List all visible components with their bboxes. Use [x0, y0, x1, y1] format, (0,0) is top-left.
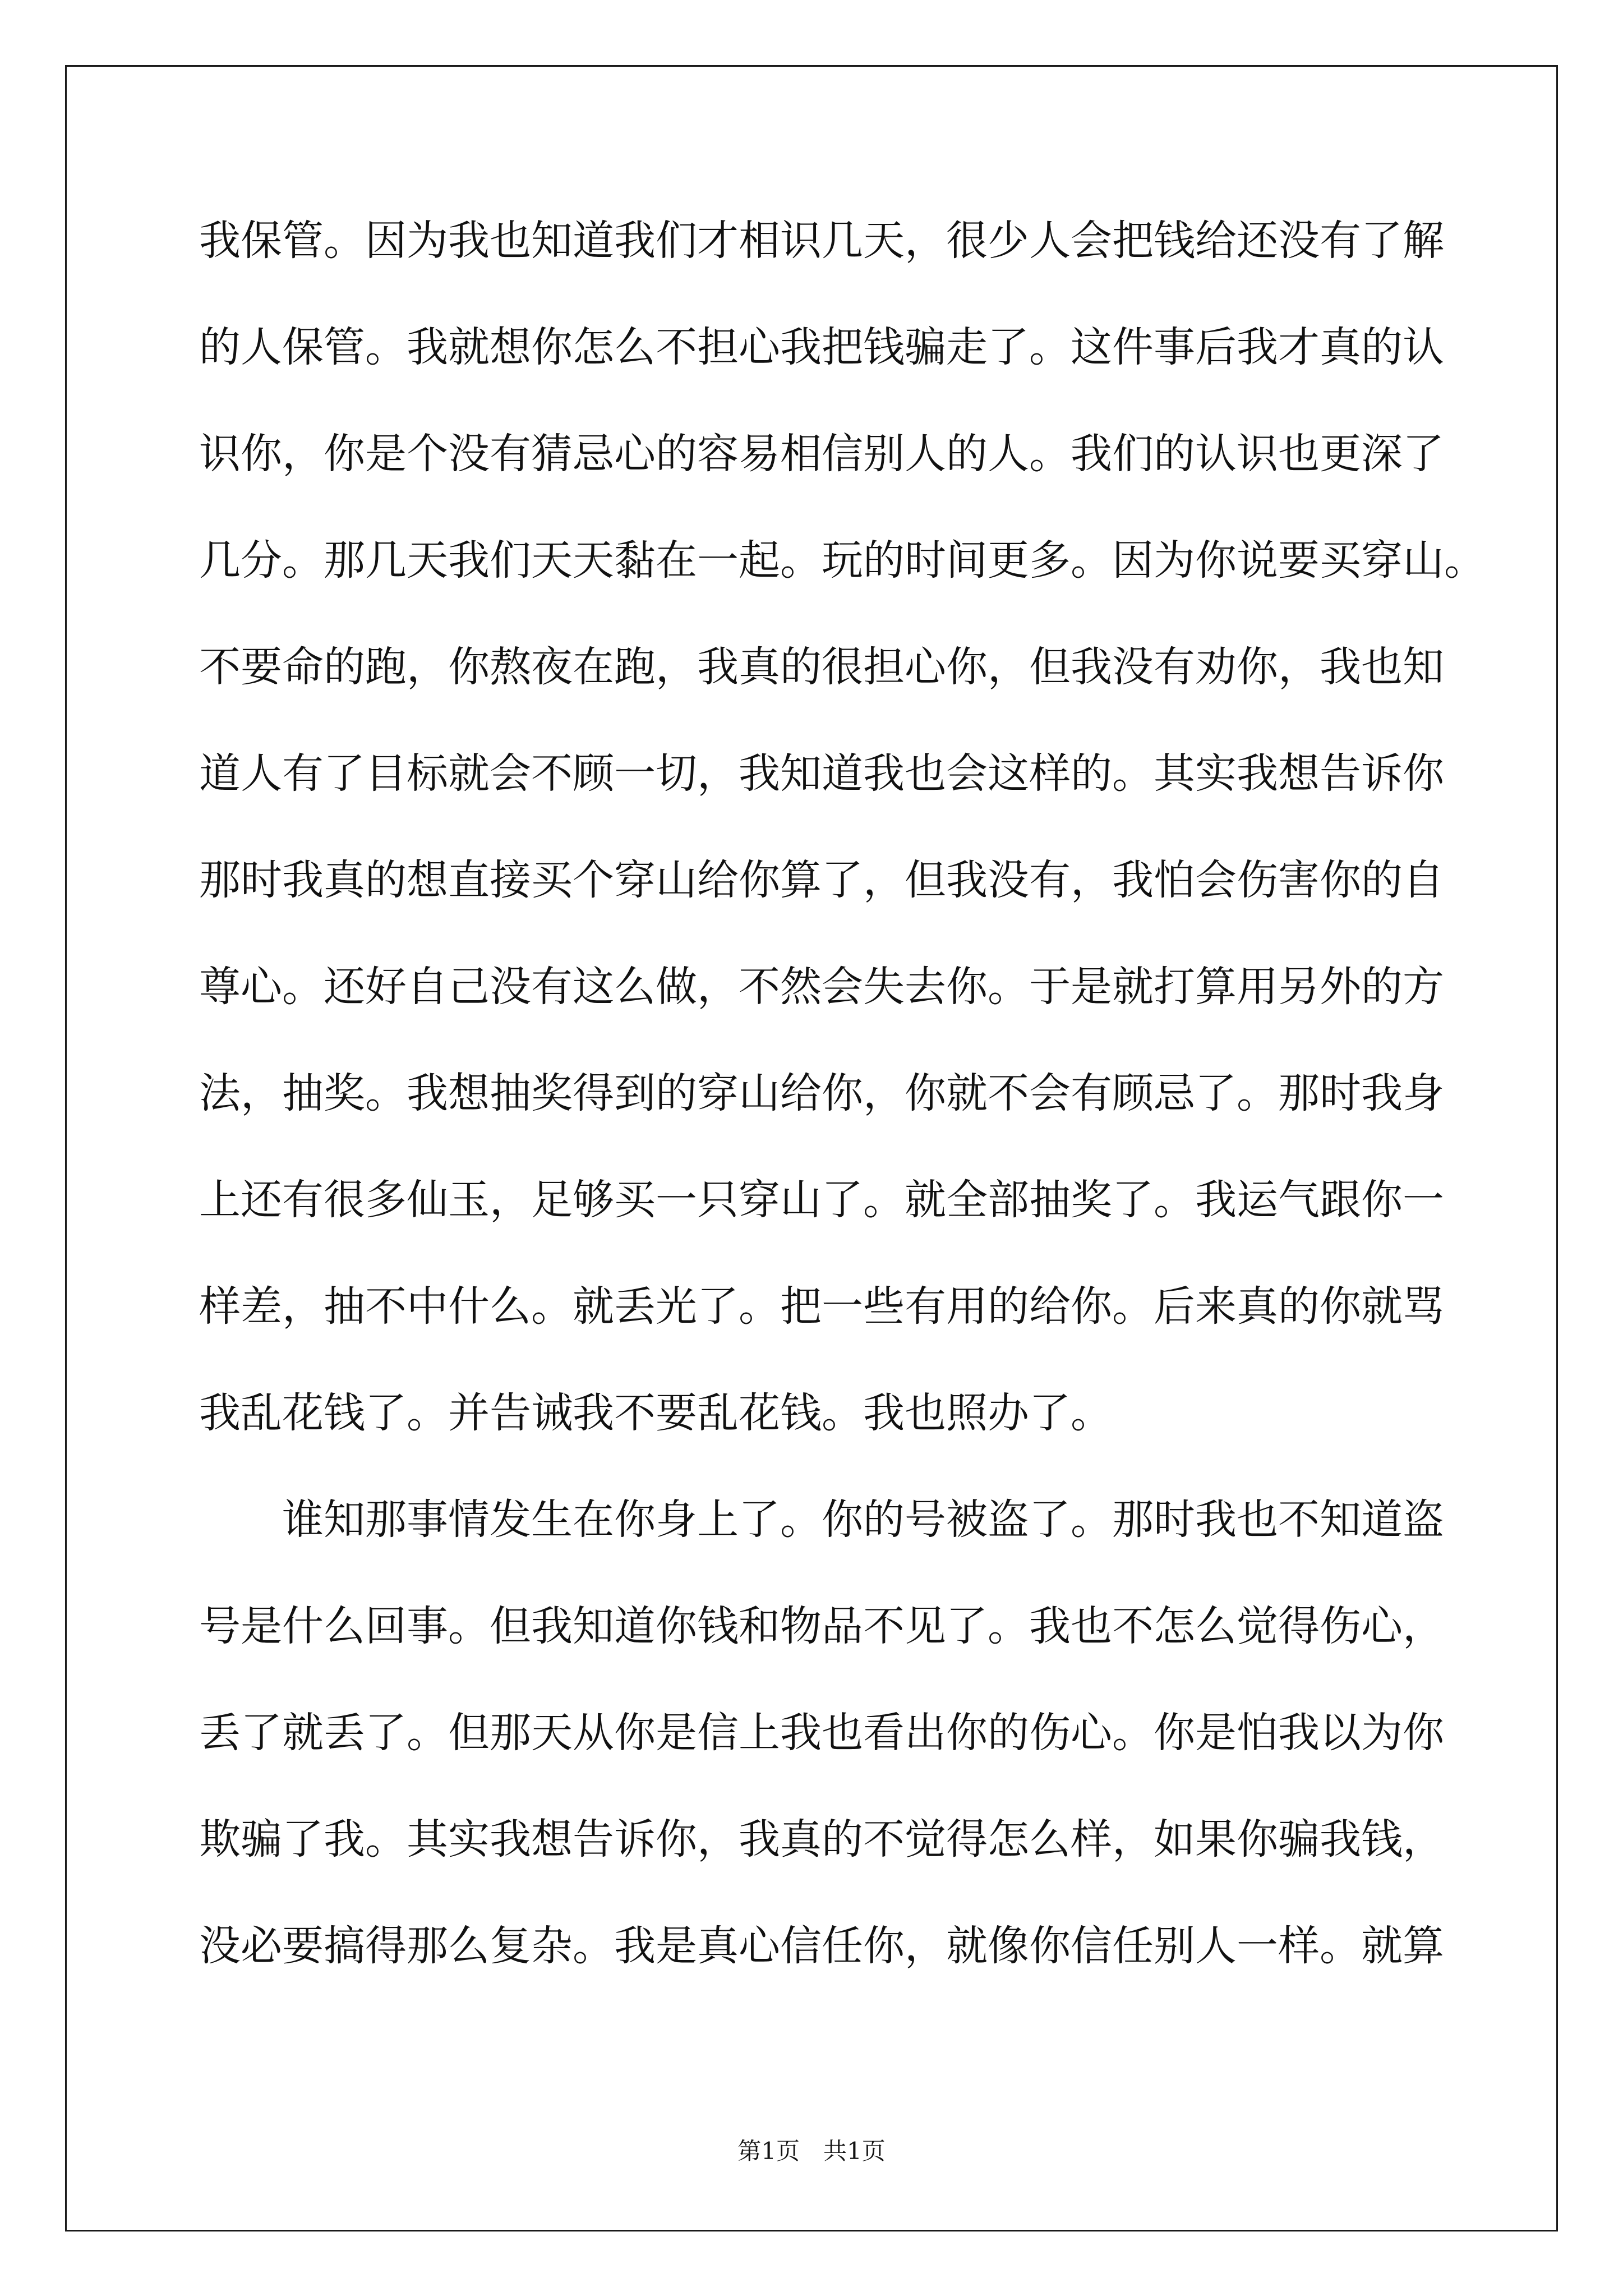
text-line-13: 谁知那事情发生在你身上了。你的号被盗了。那时我也不知道盗 — [199, 1496, 1444, 1544]
text-line-12: 我乱花钱了。并告诫我不要乱花钱。我也照办了。 — [199, 1389, 1112, 1437]
text-line-5: 不要命的跑，你熬夜在跑，我真的很担心你，但我没有劝你，我也知 — [199, 643, 1444, 691]
text-line-14: 号是什么回事。但我知道你钱和物品不见了。我也不怎么觉得伤心， — [199, 1602, 1444, 1650]
text-line-4: 几分。那几天我们天天黏在一起。玩的时间更多。因为你说要买穿山。 — [199, 536, 1486, 585]
text-line-10: 上还有很多仙玉，足够买一只穿山了。就全部抽奖了。我运气跟你一 — [199, 1176, 1444, 1224]
text-line-9: 法，抽奖。我想抽奖得到的穿山给你，你就不会有顾忌了。那时我身 — [199, 1069, 1444, 1117]
text-line-1: 我保管。因为我也知道我们才相识几天，很少人会把钱给还没有了解 — [199, 217, 1444, 265]
text-line-3: 识你，你是个没有猜忌心的容易相信别人的人。我们的认识也更深了 — [199, 430, 1444, 478]
text-line-6: 道人有了目标就会不顾一切，我知道我也会这样的。其实我想告诉你 — [199, 749, 1444, 798]
text-line-8: 尊心。还好自己没有这么做，不然会失去你。于是就打算用另外的方 — [199, 963, 1444, 1011]
document-body — [199, 217, 1486, 2032]
text-line-16: 欺骗了我。其实我想告诉你，我真的不觉得怎么样，如果你骗我钱， — [199, 1815, 1444, 1864]
text-line-17: 没必要搞得那么复杂。我是真心信任你，就像你信任别人一样。就算 — [199, 1922, 1444, 1970]
text-line-7: 那时我真的想直接买个穿山给你算了，但我没有，我怕会伤害你的自 — [199, 856, 1444, 904]
text-line-2: 的人保管。我就想你怎么不担心我把钱骗走了。这件事后我才真的认 — [199, 323, 1444, 371]
text-line-15: 丢了就丢了。但那天从你是信上我也看出你的伤心。你是怕我以为你 — [199, 1709, 1444, 1757]
page-footer: 第1页 共1页 — [737, 2137, 886, 2165]
text-line-11: 样差，抽不中什么。就丢光了。把一些有用的给你。后来真的你就骂 — [199, 1282, 1444, 1331]
